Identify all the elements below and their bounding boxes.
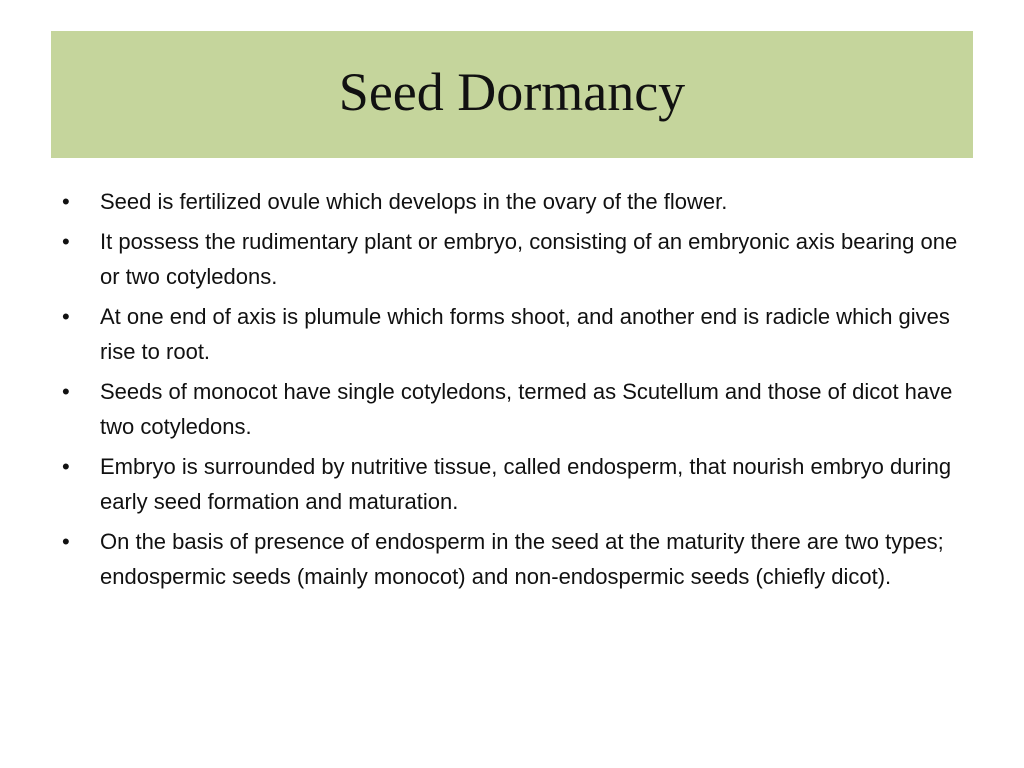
bullet-item: [62, 299, 962, 369]
bullet-item: [62, 449, 962, 519]
bullet-dot-icon: •: [62, 529, 70, 554]
bullet-dot-icon: •: [62, 379, 70, 404]
bullet-dot-icon: •: [62, 229, 70, 254]
bullet-item: [62, 184, 962, 219]
bullet-text: Embryo is surrounded by nutritive tissue, called endosperm, that nourish embryo during early seed formation and maturation.: [100, 454, 952, 514]
bullet-text: Seeds of monocot have single cotyledons, termed as Scutellum and those of dicot have two cotyledons.: [100, 379, 953, 439]
bullet-text: It possess the rudimentary plant or embryo, consisting of an embryonic axis bearing one or two cotyledons.: [100, 229, 958, 289]
bullet-text: On the basis of presence of endosperm in the seed at the maturity there are two types; endospermic seeds (mainly monocot) and non-endospermic seeds (chiefly dicot).: [100, 529, 944, 589]
title-banner: [51, 31, 973, 158]
bullet-text: Seed is fertilized ovule which develops in the ovary of the flower.: [100, 189, 728, 214]
slide-title: Seed Dormancy: [338, 61, 686, 122]
bullet-item: [62, 224, 962, 294]
bullet-dot-icon: •: [62, 189, 70, 214]
bullet-item: [62, 524, 962, 594]
bullet-item: [62, 374, 962, 444]
bullet-dot-icon: •: [62, 454, 70, 479]
bullet-list: [62, 184, 962, 599]
bullet-dot-icon: •: [62, 304, 70, 329]
bullet-text: At one end of axis is plumule which forms shoot, and another end is radicle which gives rise to root.: [100, 304, 950, 364]
